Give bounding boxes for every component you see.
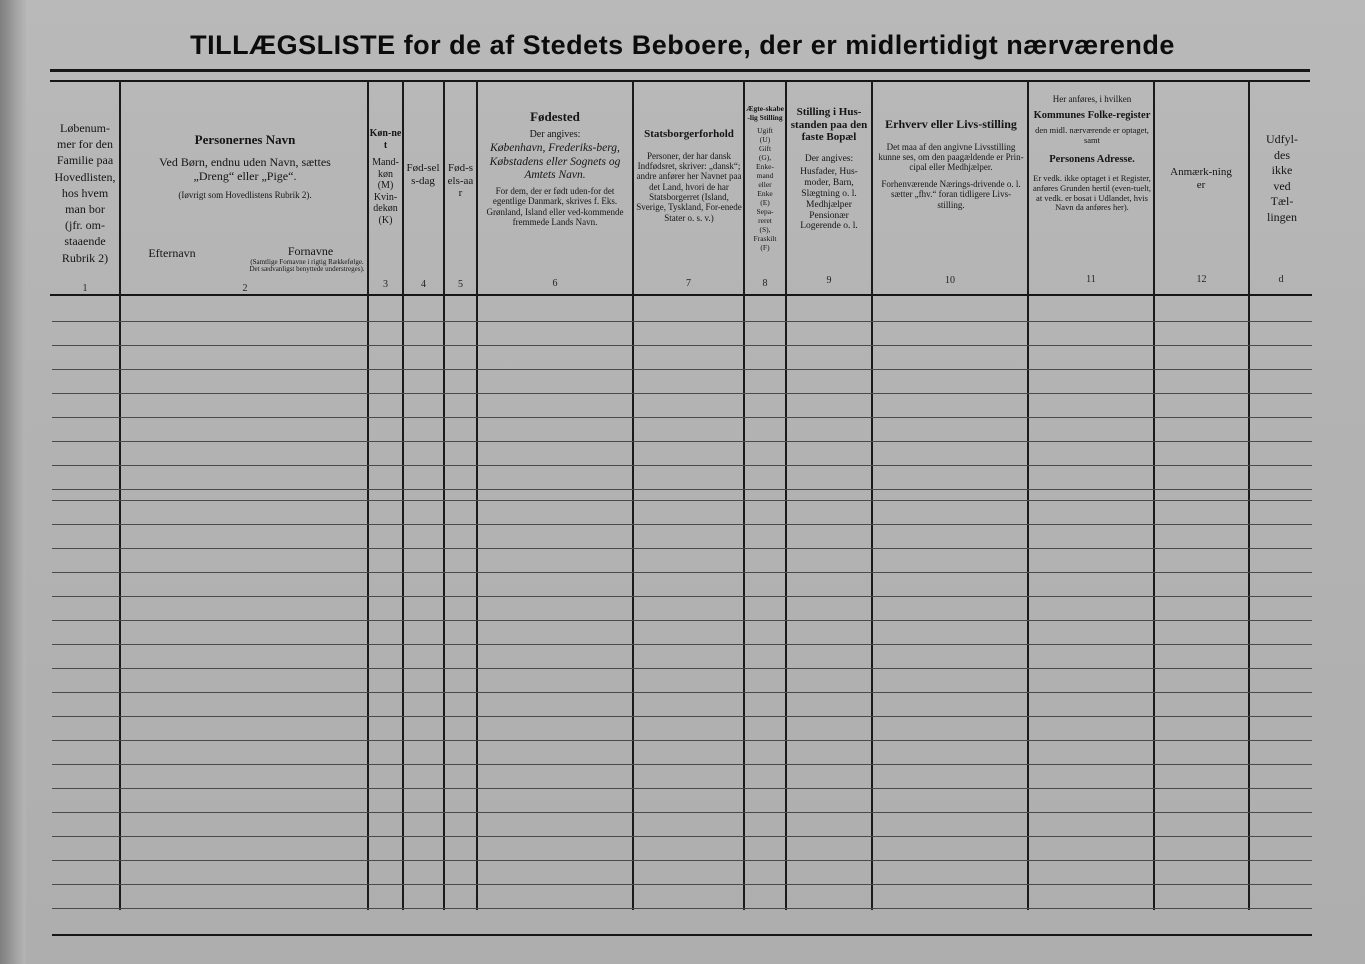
col-number: 11 bbox=[1086, 274, 1096, 285]
row-rule bbox=[52, 500, 1312, 501]
scan-edge-shadow bbox=[0, 0, 26, 964]
col12-heading: Anmærk-ninger bbox=[1170, 166, 1232, 191]
col2-instruction-1: Ved Børn, endnu uden Navn, sættes bbox=[159, 154, 331, 169]
col-d-line: ikke bbox=[1271, 163, 1293, 178]
col3-line: Mand- bbox=[372, 157, 399, 168]
col2-note: (Iøvrigt som Hovedlistens Rubrik 2). bbox=[178, 189, 312, 200]
col8-line: (G), bbox=[758, 153, 772, 162]
col-divider-12 bbox=[1248, 80, 1250, 910]
col3-line: Kvin- bbox=[373, 191, 398, 203]
row-rule bbox=[52, 345, 1312, 346]
col11-heading: Kommunes Folke-register bbox=[1033, 110, 1151, 122]
form-title: TILLÆGSLISTE for de af Stedets Beboere, der er midlertidigt nærværende bbox=[190, 30, 1175, 60]
col2-sub-right-note: (Samtlige Fornavne i rigtig Rækkefølge. Det sædvanligst benyttede understreges). bbox=[249, 258, 365, 274]
col-number: 7 bbox=[686, 278, 691, 289]
col1-line: Familie paa bbox=[56, 153, 114, 168]
col3-line: (M) bbox=[377, 180, 394, 191]
col-divider-3 bbox=[402, 80, 404, 910]
row-rule bbox=[52, 764, 1312, 765]
col8-line: (E) bbox=[760, 198, 770, 207]
col8-line: mand bbox=[756, 171, 774, 180]
col-number: 1 bbox=[82, 283, 88, 294]
col10-heading: Erhverv eller Livs-stilling bbox=[885, 117, 1017, 131]
col6-heading: Fødested bbox=[530, 109, 580, 124]
bottom-rule bbox=[52, 934, 1312, 936]
col6-line-3: For dem, der er født uden-for det egentlige Danmark, skrives f. Eks. Grønland, Island eller ved-kommende fremmede Lands Navn. bbox=[486, 186, 624, 228]
col-d-line: ved bbox=[1273, 178, 1291, 193]
col1-line: (jfr. om- bbox=[65, 218, 105, 233]
col3-line: (K) bbox=[378, 214, 393, 226]
header-rule bbox=[50, 80, 1310, 82]
col8-line: Fraskilt bbox=[753, 234, 777, 243]
col-number: 8 bbox=[762, 278, 768, 289]
col-divider-4 bbox=[443, 80, 445, 910]
col8-line: Enke- bbox=[756, 162, 774, 171]
col1-line: man bor bbox=[65, 201, 105, 216]
col1-line: Løbenum- bbox=[60, 121, 110, 135]
col5-heading: Fød-sels-aar bbox=[447, 162, 474, 200]
col-d-line: des bbox=[1274, 147, 1290, 162]
col3-header bbox=[369, 128, 402, 226]
col6-line-1: Der angives: bbox=[529, 128, 581, 140]
col3-line: dekøn bbox=[373, 203, 398, 214]
row-rule bbox=[52, 524, 1312, 525]
row-rule bbox=[52, 644, 1312, 645]
col-d-line: Tæl- bbox=[1270, 194, 1294, 209]
top-rule bbox=[50, 69, 1310, 72]
col8-line: Sepa- bbox=[756, 207, 774, 216]
col-divider-1 bbox=[119, 80, 121, 910]
row-rule bbox=[52, 417, 1312, 418]
col2-sub-right: Fornavne bbox=[287, 244, 334, 258]
col-number: 10 bbox=[945, 275, 955, 286]
col8-line: Enke bbox=[757, 189, 773, 198]
col11-line-1: den midl. nærværende er optaget, samt bbox=[1035, 125, 1149, 146]
row-rule bbox=[52, 716, 1312, 717]
col1-line: mer for den bbox=[57, 137, 113, 152]
col-divider-11 bbox=[1153, 80, 1155, 910]
col2-heading: Personernes Navn bbox=[194, 132, 296, 147]
col11-header bbox=[1032, 94, 1152, 213]
row-rule bbox=[52, 884, 1312, 885]
col-divider-5 bbox=[476, 80, 478, 910]
row-rule bbox=[52, 441, 1312, 442]
col9-heading: Stilling i Hus-standen paa den faste Bopæl bbox=[790, 106, 868, 144]
col-number: 12 bbox=[1196, 274, 1207, 285]
row-rule bbox=[52, 692, 1312, 693]
col7-heading: Statsborgerforhold bbox=[644, 128, 734, 140]
col7-header bbox=[636, 128, 742, 223]
row-rule bbox=[52, 596, 1312, 597]
col1-line: Rubrik 2) bbox=[61, 250, 109, 265]
col4-heading: Fød-sels-dag bbox=[406, 162, 440, 187]
col-number: 5 bbox=[458, 279, 463, 290]
col-number: 4 bbox=[421, 279, 426, 290]
col-number: 9 bbox=[826, 275, 832, 286]
row-rule bbox=[52, 369, 1312, 370]
col11-line-2: Er vedk. ikke optaget i et Register, anføres Grunden hertil (even-tuelt, at vedk. er bosat i Udlandet, hvis Navn da anføres her). bbox=[1032, 173, 1151, 213]
col-divider-9 bbox=[871, 80, 873, 910]
header-bottom-rule bbox=[50, 294, 1312, 296]
row-rule bbox=[52, 860, 1312, 861]
row-rule bbox=[52, 788, 1312, 789]
col3-heading: Køn-net bbox=[369, 128, 402, 151]
col8-heading: Ægte-skabe-lig Stilling bbox=[746, 104, 784, 122]
col6-line-2: København, Frederiks-berg, Købstadens eller Sognets og Amtets Navn. bbox=[489, 142, 621, 181]
row-rule bbox=[52, 812, 1312, 813]
col-divider-10 bbox=[1027, 80, 1029, 910]
col3-line: køn bbox=[378, 168, 393, 180]
col-divider-7 bbox=[743, 80, 745, 910]
col-number: 3 bbox=[383, 279, 388, 290]
col8-line: (U) bbox=[759, 135, 771, 144]
col6-header bbox=[482, 110, 628, 227]
row-rule bbox=[52, 740, 1312, 741]
col-divider-8 bbox=[785, 80, 787, 910]
col2-instruction-2: „Dreng“ eller „Pige“. bbox=[193, 168, 297, 183]
col9-line-2: Husfader, Hus-moder, Barn, Slægtning o. l. Medhjælper Pensionær Logerende o. l. bbox=[800, 166, 858, 232]
col-d-line: lingen bbox=[1267, 209, 1297, 224]
col8-line: reret bbox=[758, 216, 772, 225]
row-rule bbox=[52, 836, 1312, 837]
row-rule bbox=[52, 620, 1312, 621]
col-number: d bbox=[1278, 274, 1284, 285]
col11-heading-2: Personens Adresse. bbox=[1049, 153, 1135, 165]
col10-line-1: Det maa af den angivne Livsstilling kunne ses, om den paagældende er Prin-cipal eller Medhjælper. bbox=[878, 141, 1024, 173]
row-rule bbox=[52, 572, 1312, 573]
row-rule bbox=[52, 548, 1312, 549]
col1-header bbox=[52, 120, 118, 266]
row-rule bbox=[52, 321, 1312, 322]
col-number: 6 bbox=[552, 278, 558, 289]
col-divider-6 bbox=[632, 80, 634, 910]
col-d-line: Udfyl- bbox=[1266, 132, 1298, 146]
col8-line: (S), bbox=[759, 225, 771, 234]
row-rule bbox=[52, 489, 1312, 490]
col-number: 2 bbox=[242, 283, 248, 294]
col8-line: Gift bbox=[758, 144, 772, 153]
col1-line: staaende bbox=[64, 234, 106, 249]
col8-line: Ugift bbox=[757, 126, 773, 135]
row-rule bbox=[52, 908, 1312, 909]
col8-line: (F) bbox=[760, 243, 770, 252]
col7-line-1: Personer, der har dansk Indfødsret, skriver: „dansk“; andre anfører her Navnet paa det Land, hvori de har Statsborgerret (Island, Sverige, Tyskland, For-enede Stater o. s. v.) bbox=[636, 150, 742, 223]
col2-header bbox=[125, 133, 365, 200]
row-rule bbox=[52, 465, 1312, 466]
col9-header bbox=[789, 106, 869, 232]
col8-header bbox=[746, 104, 784, 252]
col10-header bbox=[878, 118, 1024, 210]
col11-line-0: Her anføres, i hvilken bbox=[1052, 94, 1132, 104]
col1-line: hos hvem bbox=[61, 185, 109, 200]
col-d-header bbox=[1252, 132, 1312, 226]
row-rule bbox=[52, 393, 1312, 394]
col1-line: Hovedlisten, bbox=[54, 169, 116, 184]
col9-line-1: Der angives: bbox=[804, 153, 854, 164]
col10-line-2: Forhenværende Nærings-drivende o. l. sætter „fhv.“ foran tidligere Livs-stilling. bbox=[881, 178, 1021, 210]
col8-line: eller bbox=[758, 180, 772, 189]
col2-sub-left: Efternavn bbox=[148, 246, 196, 260]
row-rule bbox=[52, 668, 1312, 669]
